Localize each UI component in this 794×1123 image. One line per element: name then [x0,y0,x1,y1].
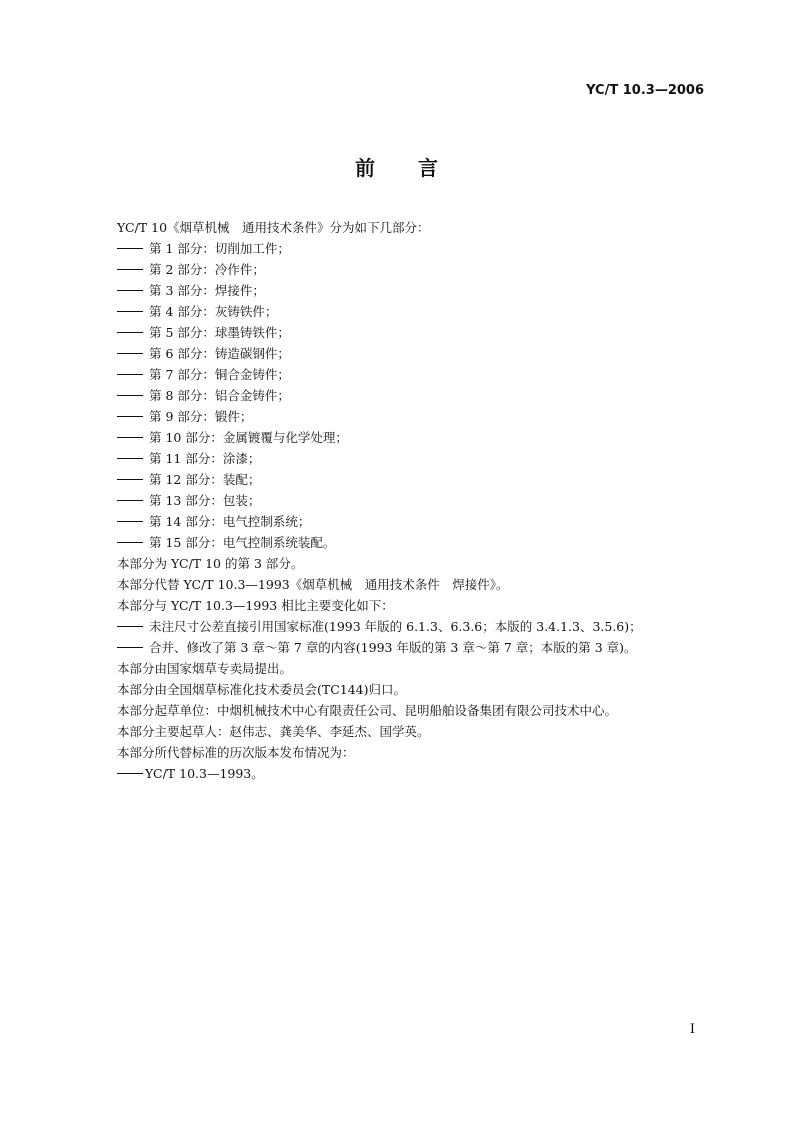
standard-code: YC/T 10.3—2006 [586,83,704,98]
changes-intro-line: 本部分与 YC/T 10.3—1993 相比主要变化如下： [117,598,394,613]
replaces-line: 本部分代替 YC/T 10.3—1993《烟草机械 通用技术条件 焊接件》。 [117,577,509,592]
page-title [0,152,794,181]
dash-icon [117,248,143,249]
dash-icon [117,290,143,291]
part-item [117,280,717,301]
part-item [117,532,717,553]
part-text: 第 11 部分：涂漆； [149,451,261,466]
part-item [117,511,717,532]
part-text: 第 5 部分：球墨铸铁件； [149,325,290,340]
part-item [117,427,717,448]
history-intro-line: 本部分所代替标准的历次版本发布情况为： [117,745,355,760]
dash-icon [117,269,143,270]
title-char-1: 前 [355,156,376,180]
drafters-line: 本部分主要起草人：赵伟志、龚美华、李延杰、国学英。 [117,724,430,739]
part-text: 第 2 部分：冷作件； [149,262,265,277]
dash-icon [117,311,143,312]
part-text: 第 7 部分：铜合金铸件； [149,367,290,382]
part-item [117,448,717,469]
dash-icon [117,542,143,543]
dash-icon [117,773,143,774]
foreword-body [117,217,717,784]
part-item [117,385,717,406]
change-item [117,637,717,658]
part-item [117,238,717,259]
dash-icon [117,626,143,627]
dash-icon [117,353,143,354]
dash-icon [117,332,143,333]
part-item [117,469,717,490]
dash-icon [117,500,143,501]
part-text: 第 3 部分：焊接件； [149,283,265,298]
change-item [117,616,717,637]
part-text: 第 4 部分：灰铸铁件； [149,304,278,319]
part-item [117,406,717,427]
dash-icon [117,458,143,459]
dash-icon [117,479,143,480]
dash-icon [117,395,143,396]
part-item [117,259,717,280]
part-item [117,322,717,343]
dash-icon [117,437,143,438]
part-text: 第 1 部分：切削加工件； [149,241,290,256]
centralized-line: 本部分由全国烟草标准化技术委员会(TC144)归口。 [117,682,407,697]
part-text: 第 12 部分：装配； [149,472,261,487]
part-text: 第 14 部分：电气控制系统； [149,514,311,529]
history-text: YC/T 10.3—1993。 [145,766,264,781]
dash-icon [117,416,143,417]
part-item [117,301,717,322]
change-text: 未注尺寸公差直接引用国家标准(1993 年版的 6.1.3、6.3.6；本版的 3.4.1.3、3.5.6)； [149,619,642,634]
intro-line: YC/T 10《烟草机械 通用技术条件》分为如下几部分： [117,220,430,235]
proposed-line: 本部分由国家烟草专卖局提出。 [117,661,293,676]
page-number: I [689,1022,695,1037]
part-text: 第 6 部分：铸造碳钢件； [149,346,290,361]
part-text: 第 15 部分：电气控制系统装配。 [149,535,336,550]
part-item [117,490,717,511]
part-text: 第 8 部分：铝合金铸件； [149,388,290,403]
part-item [117,364,717,385]
dash-icon [117,647,143,648]
part-text: 第 10 部分：金属镀覆与化学处理； [149,430,348,445]
change-text: 合并、修改了第 3 章～第 7 章的内容(1993 年版的第 3 章～第 7 章；本版的第 3 章)。 [149,640,637,655]
part-text: 第 13 部分：包装； [149,493,261,508]
title-char-2: 言 [418,156,439,180]
part-item [117,343,717,364]
this-part-line: 本部分为 YC/T 10 的第 3 部分。 [117,556,304,571]
history-item [117,763,717,784]
dash-icon [117,374,143,375]
part-text: 第 9 部分：锻件； [149,409,253,424]
drafting-units-line: 本部分起草单位：中烟机械技术中心有限责任公司、昆明船舶设备集团有限公司技术中心。 [117,703,618,718]
dash-icon [117,521,143,522]
